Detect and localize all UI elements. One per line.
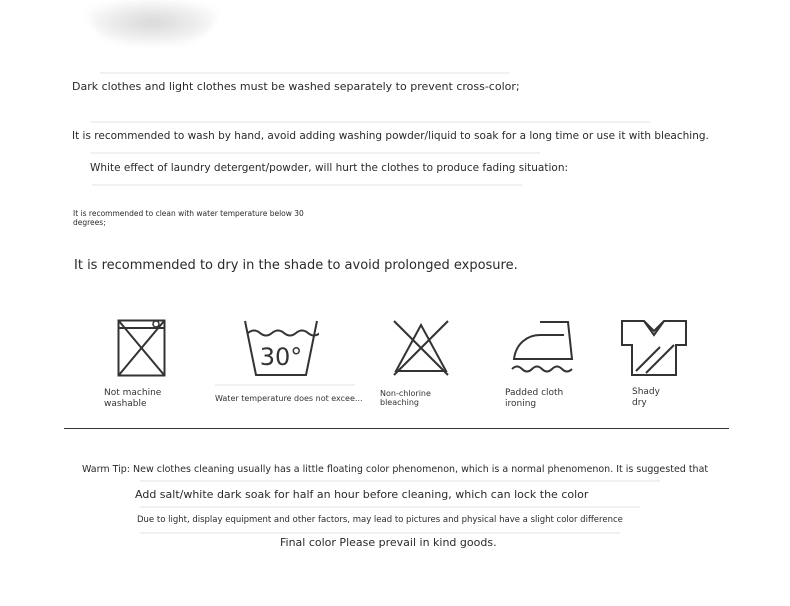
no-bleach-icon [392, 319, 450, 377]
label-line: Not machine [104, 388, 162, 398]
temperature-symbol: 30° [259, 343, 303, 371]
care-instruction-detergent-warning: White effect of laundry detergent/powder, will hurt the clothes to produce fading situation: [90, 162, 569, 174]
label-line: washable [104, 399, 147, 409]
iron-padded-cloth-label [505, 388, 563, 410]
care-instruction-water-temperature: It is recommended to clean with water temperature below 30 degrees; [73, 209, 304, 227]
shade-dry-label [632, 387, 660, 409]
faint-text-artifact [215, 384, 355, 386]
warm-tip-line-1: Warm Tip: New clothes cleaning usually has a little floating color phenomenon, which is a normal phenomenon. It is suggested that [82, 464, 709, 475]
warm-tip-line-4: Final color Please prevail in kind goods. [280, 536, 497, 549]
iron-padded-cloth-icon [510, 319, 576, 377]
faint-text-artifact [90, 121, 650, 123]
label-line: Water temperature does not excee... [215, 394, 363, 403]
shade-dry-icon [620, 319, 688, 377]
faint-text-artifact [140, 532, 620, 534]
faint-text-artifact [140, 506, 640, 508]
wash-30-degrees-icon [243, 319, 319, 377]
faint-text-artifact [140, 480, 660, 482]
care-instruction-dry-shade: It is recommended to dry in the shade to avoid prolonged exposure. [74, 258, 518, 273]
label-line: Non-chlorine [380, 389, 431, 398]
no-machine-wash-label [104, 388, 161, 410]
section-divider [64, 428, 729, 429]
faint-text-artifact [90, 152, 540, 154]
label-line: Shady [632, 387, 660, 397]
label-line: dry [632, 398, 647, 408]
label-line: bleaching [380, 398, 419, 407]
care-instruction-hand-wash: It is recommended to wash by hand, avoid adding washing powder/liquid to soak for a long time or use it with bleaching. [72, 130, 709, 142]
faint-text-artifact [92, 184, 522, 186]
label-line: Padded cloth [505, 388, 564, 398]
faint-text-artifact [100, 72, 510, 74]
wash-30-degrees-label [215, 393, 363, 404]
no-machine-wash-icon [117, 319, 167, 377]
blurred-header-image [85, 0, 220, 45]
no-bleach-label [380, 389, 431, 407]
care-instruction-separate-wash: Dark clothes and light clothes must be washed separately to prevent cross-color; [72, 80, 520, 93]
warm-tip-line-2: Add salt/white dark soak for half an hour before cleaning, which can lock the color [135, 488, 589, 501]
label-line: ironing [505, 399, 537, 409]
warm-tip-line-3: Due to light, display equipment and other factors, may lead to pictures and physical have a slight color difference [137, 515, 623, 525]
